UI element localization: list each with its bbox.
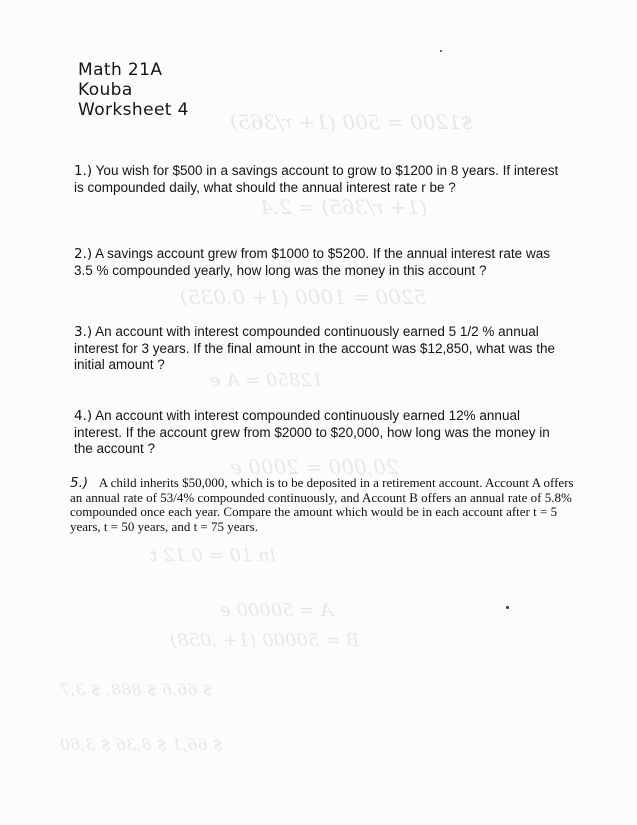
bleed-through-mark: $1200 = 500 (1+ r/365)	[230, 110, 474, 134]
question-text: An account with interest compounded continuously earned 5 1/2 % annual interest for 3 years. If the final amount in the account was $12,850, what was the initial amount ?	[74, 324, 556, 372]
bleed-through-mark: $ 66,1 $ 8,36 $ 3,60	[60, 735, 223, 754]
question-2	[74, 246, 564, 279]
course-name: Math 21A	[78, 60, 163, 80]
question-text: You wish for $500 in a savings account to grow to $1200 in 8 years. If interest is compounded daily, what should the annual interest rate r be ?	[74, 163, 559, 195]
question-text: A child inherits $50,000, which is to be deposited in a retirement account. Account A offers an annual rate of 53/4% compounded continuously, and Account B offers an annual rate of 5.8% compounded once each year. Compare the amount which would be in each account after t = 5 years, t = 50 years, and t = 75 years.	[70, 475, 574, 534]
scan-speck	[440, 50, 442, 52]
bleed-through-mark: A = 50000 e	[220, 600, 334, 621]
scan-speck	[506, 606, 509, 609]
question-number: 1.)	[74, 163, 93, 179]
bleed-through-mark: ln 10 = 0.12 t	[150, 545, 276, 566]
worksheet-title: Worksheet 4	[78, 100, 189, 120]
bleed-through-mark: 20,000 = 2000 e	[230, 455, 399, 479]
question-5	[70, 476, 585, 534]
bleed-through-mark: B = 50000 (1+ .058)	[170, 630, 360, 651]
question-number: 3.)	[74, 324, 93, 340]
question-text: A savings account grew from $1000 to $5200. If the annual interest rate was 3.5 % compounded yearly, how long was the money in this account ?	[74, 246, 550, 278]
question-4	[74, 408, 564, 458]
bleed-through-mark: (1+ r/365) = 2.4	[260, 195, 428, 219]
question-number: 5.)	[70, 475, 89, 491]
bleed-through-mark: 12850 = A e	[210, 370, 324, 391]
question-text: An account with interest compounded continuously earned 12% annual interest. If the account grew from $2000 to $20,000, how long was the money in the account ?	[74, 408, 550, 456]
worksheet-header	[78, 60, 189, 120]
bleed-through-mark: 5200 = 1000 (1+ 0.035)	[180, 285, 427, 309]
bleed-through-mark: $ 66,6 $ 888, $ 3,7	[60, 680, 213, 699]
instructor-name: Kouba	[78, 80, 133, 100]
question-1	[74, 163, 564, 196]
question-number: 4.)	[74, 408, 93, 424]
question-3	[74, 324, 564, 374]
question-number: 2.)	[74, 246, 93, 262]
